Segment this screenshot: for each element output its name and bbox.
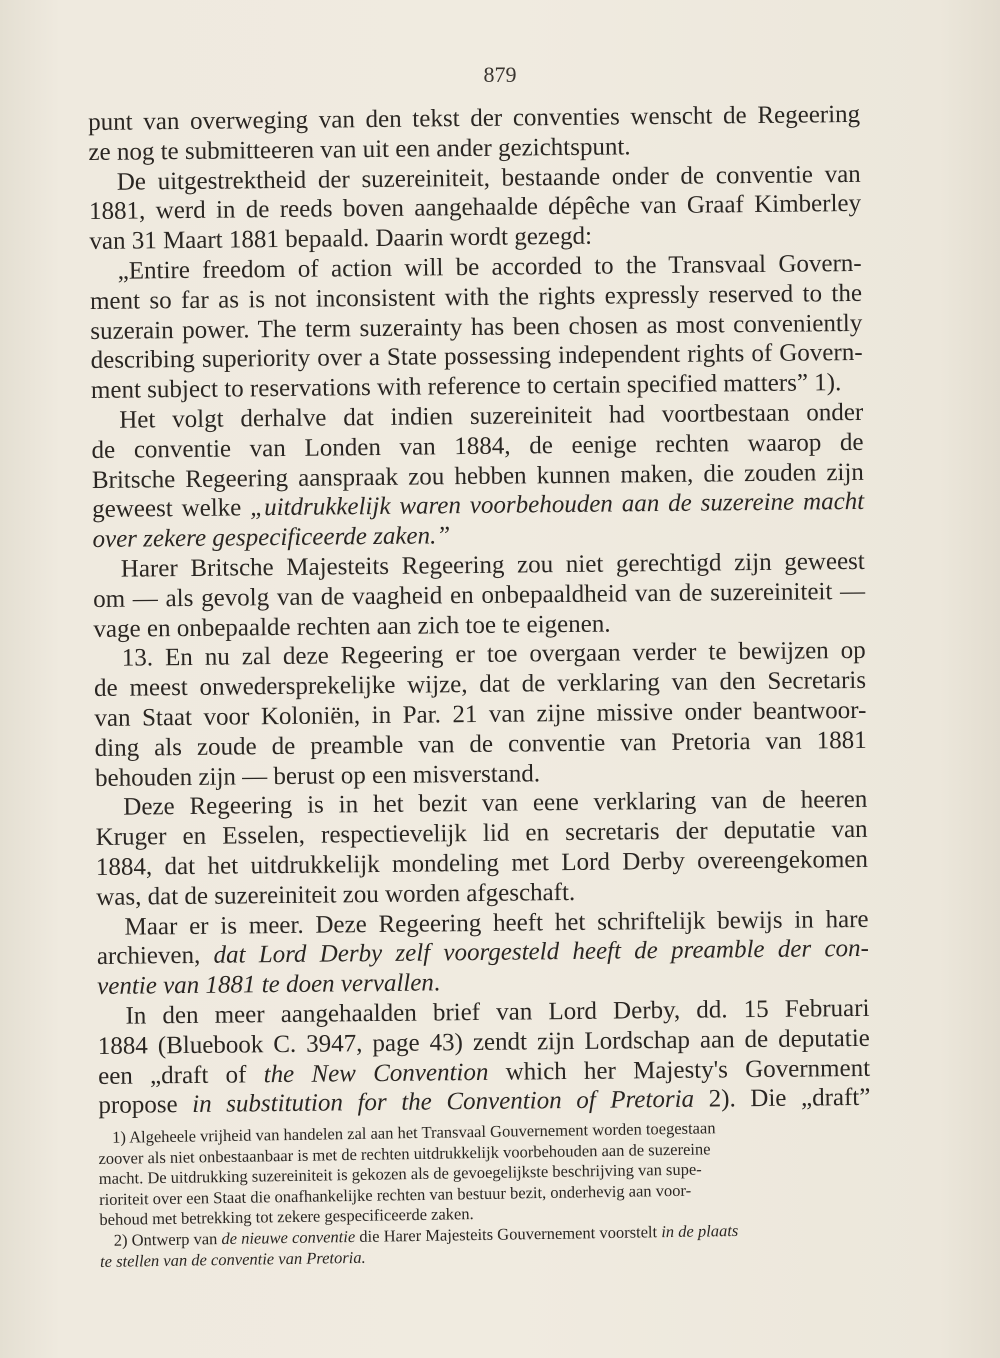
text-line: 1884, dat het uitdrukkelijk mondeling met Lord Derby overeengekomen [95,845,869,881]
text-line: punt van overweging van den tekst der conventies wenscht de Regeering [88,100,861,136]
footnote-line: 1) Algeheele vrijheid van handelen zal aan het Transvaal Gouvernement worden toegestaan [111,1118,716,1147]
text-line: 1881, werd in de reeds boven aangehaalde dépêche van Graaf Kimberley [88,190,862,226]
text-line: Harer Britsche Majesteits Regeering zou niet gerechtigd zijn geweest [120,547,865,583]
text-line: van 31 Maart 1881 bepaald. Daarin wordt gezegd: [89,222,593,256]
italic-emphasis: ventie van 1881 te doen vervallen [97,969,434,1001]
footnote-segment: 2) Ontwerp van [113,1229,222,1250]
footnote-italic: in de plaats [661,1220,739,1242]
footnote-segment: die Harer Majesteits Gouvernement voorstelt [355,1222,662,1246]
text-line: Het volgt derhalve dat indien suzereiniteit had voortbestaan onder [119,398,864,434]
footnote-line: rioriteit over een Staat die onafhankelijke rechten van bestuur bezit, onderhevig aan voor- [98,1180,692,1209]
quote-line: describing superiority over a State possessing independent rights of Govern- [90,339,863,375]
text-segment: propose [98,1091,193,1120]
text-segment: geweest welke [92,494,251,524]
text-line: ze nog te submitteeren van uit een ander gezichtspunt. [88,133,631,166]
footnote-line: zoover als niet onbestaanbaar is met de rechten uitdrukkelijk voorbehouden aan de suzereine [98,1138,711,1168]
text-line: behouden zijn — berust op een misverstand. [94,759,541,792]
text-line: In den meer aangehaalden brief van Lord Derby, dd. 15 Februari [125,994,870,1030]
italic-emphasis: in substitution for the Convention of Pretoria [192,1086,695,1119]
text-line: 1884 (Bluebook C. 3947, page 43) zendt zijn Lordschap aan de deputatie [97,1024,870,1060]
text-segment: 2). Die „draft” [693,1084,871,1114]
text-line: Deze Regeering is in het bezit van eene verklaring van de heeren [123,786,868,821]
italic-emphasis: dat Lord Derby zelf voorgesteld heeft de preamble der con- [213,935,869,970]
text-line: van Staat voor Koloniën, in Par. 21 van zijne missive onder beantwoor- [94,696,867,732]
text-line: de meest onwedersprekelijke wijze, dat de verklaring van den Secretaris [93,667,867,703]
text-line: De uitgestrektheid der suzereiniteit, bestaande onder de conventie van [116,160,861,196]
body-text [88,100,871,1121]
text-segment: which her Majesty's Government [488,1054,871,1086]
text-segment: een „draft of [97,1060,264,1090]
text-line: om — als gevolg van de vaagheid en onbepaaldheid van de suzereiniteit — [93,577,866,613]
footnote-line: macht. De uitdrukking suzereiniteit is gekozen als de gevoegelijkste beschrijving van supe- [98,1159,702,1189]
quote-line: suzerain power. The term suzerainty has been chosen as most conveniently [90,309,863,345]
footnote-italic: de nieuwe conventie [221,1226,356,1249]
footnote-italic: te stellen van de conventie van Pretoria. [99,1247,366,1271]
footnote-line: behoud met betrekking tot zekere gespecificeerde zaken. [99,1204,474,1230]
text-segment: . [433,969,441,997]
quote-line: ment subject to reservations with reference to certain specified matters” 1). [90,369,842,405]
page-number: 879 [483,62,517,87]
italic-quote: over zekere gespecificeerde zaken.” [92,522,451,554]
italic-quote: „uitdrukkelijk waren voorbehouden aan de suzereine macht [250,488,865,522]
italic-title: the New Convention [263,1058,489,1088]
text-segment: archieven, [96,942,214,971]
text-line: Kruger en Esselen, respectievelijk lid en secretaris der deputatie van [95,816,868,852]
quote-line: ment so far as is not inconsistent with the rights expressly reserved to the [89,279,863,315]
section-13-start: 13. En nu zal deze Regeering er toe overgaan verder te bewijzen op [121,637,866,673]
text-line: Britsche Regeering aanspraak zou hebben kunnen maken, die zouden zijn [91,458,864,494]
footnotes [98,1116,862,1272]
quote-line: „Entire freedom of action will be accorded to the Transvaal Govern- [117,249,862,285]
text-line: Maar er is meer. Deze Regeering heeft het schriftelijk bewijs in hare [124,905,869,941]
text-line: de conventie van Londen van 1884, de eenige rechten waarop de [91,428,864,464]
text-line: vage en onbepaalde rechten aan zich toe te eigenen. [93,610,611,643]
text-line: ding als zoude de preamble van de conventie van Pretoria van 1881 [94,726,867,762]
text-line: was, dat de suzereiniteit zou worden afgeschaft. [96,878,576,911]
